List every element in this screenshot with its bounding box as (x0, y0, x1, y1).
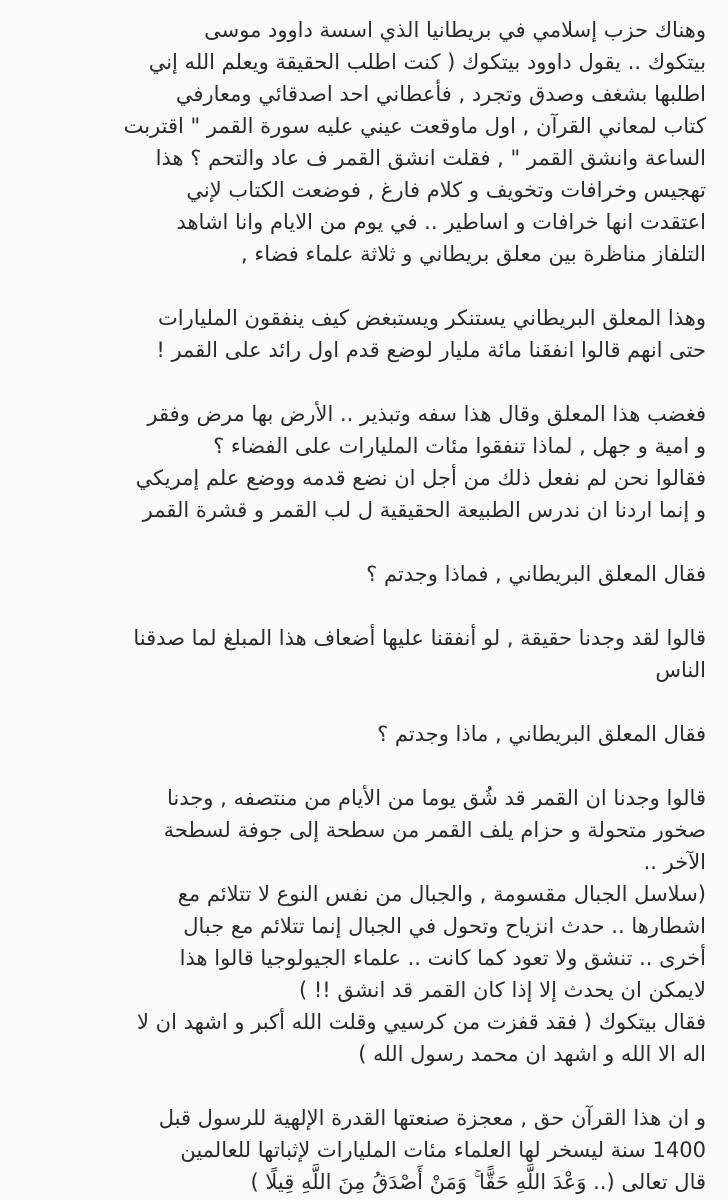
text-line: فقال المعلق البريطاني , ماذا وجدتم ؟ (377, 722, 706, 746)
text-line: اله الا الله و اشهد ان محمد رسول الله ) (358, 1042, 706, 1066)
text-line: الناس (655, 658, 706, 682)
text-line: كتاب لمعاني القرآن , اول ماوقعت عيني عليه سورة القمر " اقتربت (123, 114, 706, 138)
text-line: تهجيس وخرافات وتخويف و كلام فارغ , فوضعت الكتاب لإني (186, 178, 706, 202)
text-line: صخور متحولة و حزام يلف القمر من سطحة إلى جوفة لسطحة (163, 818, 706, 842)
text-line: حتى انهم قالوا انفقنا مائة مليار لوضع قدم اول رائد على القمر ! (156, 338, 706, 362)
paragraph-gap (18, 750, 706, 782)
text-line: فغضب هذا المعلق وقال هذا سفه وتبذير .. الأرض بها مرض وفقر (147, 402, 706, 426)
paragraph-gap (18, 366, 706, 398)
text-line: (سلاسل الجبال مقسومة , والجبال من نفس النوع لا تتلائم مع (177, 882, 706, 906)
text-line: و امية و جهل , لماذا تنفقوا مئات المليارات على الفضاء ؟ (213, 434, 706, 458)
text-line: فقال بيتكوك ( فقد قفزت من كرسيي وقلت الله أكبر و اشهد ان لا (137, 1010, 706, 1034)
paragraph (18, 782, 706, 1070)
paragraph (18, 718, 706, 750)
text-line: اشطارها .. حدث انزياح وتحول في الجبال إنما تتلائم مع جبال (183, 914, 706, 938)
text-line: بيتكوك .. يقول داوود بيتكوك ( كنت اطلب الحقيقة ويعلم الله إني (148, 50, 706, 74)
text-line: اعتقدت انها خرافات و اساطير .. في يوم من الايام وانا اشاهد (176, 210, 706, 234)
paragraph (18, 1102, 706, 1198)
paragraph (18, 302, 706, 366)
text-line: فقال المعلق البريطاني , فماذا وجدتم ؟ (366, 562, 706, 586)
paragraph (18, 622, 706, 686)
paragraph-gap (18, 590, 706, 622)
text-line: 1400 سنة ليسخر لها العلماء مئات المليارات لإثباتها للعالمين (180, 1138, 706, 1162)
text-line: قال تعالى (.. وَعْدَ اللَّهِ حَقًّا ۚ وَمَنْ أَصْدَقُ مِنَ اللَّهِ قِيلًا ) (250, 1170, 706, 1194)
text-line: الآخر .. (643, 850, 706, 874)
paragraph-gap (18, 526, 706, 558)
paragraph-gap (18, 1070, 706, 1102)
text-line: قالوا لقد وجدنا حقيقة , لو أنفقنا عليها أضعاف هذا المبلغ لما صدقنا (133, 626, 706, 650)
text-line: لايمكن ان يحدث إلا إذا كان القمر قد انشق !! ) (299, 978, 706, 1002)
text-line: اطلبها بشغف وصدق وتجرد , فأعطاني احد اصدقائي ومعارفي (175, 82, 706, 106)
text-line: و ان هذا القرآن حق , معجزة صنعتها القدرة الإلهية للرسول قبل (158, 1106, 706, 1130)
text-line: الساعة وانشق القمر " , فقلت انشق القمر ف عاد والتحم ؟ هذا (155, 146, 706, 170)
paragraph (18, 398, 706, 526)
text-line: وهذا المعلق البريطاني يستنكر ويستبغض كيف ينفقون المليارات (157, 306, 706, 330)
paragraph (18, 14, 706, 270)
text-line: التلفاز مناظرة بين معلق بريطاني و ثلاثة علماء فضاء , (240, 242, 706, 266)
paragraph (18, 558, 706, 590)
paragraph-gap (18, 686, 706, 718)
text-line: وهناك حزب إسلامي في بريطانيا الذي اسسة داوود موسى (204, 18, 706, 42)
text-line: فقالوا نحن لم نفعل ذلك من أجل ان نضع قدمه ووضع علم إمريكي (135, 466, 706, 490)
text-line: أخرى .. تنشق ولا تعود كما كانت .. علماء الجيولوجيا قالوا هذا (179, 946, 706, 970)
paragraph-gap (18, 270, 706, 302)
text-line: قالوا وجدنا ان القمر قد شُق يوما من الأيام من منتصفه , وجدنا (167, 786, 706, 810)
text-line: و إنما اردنا ان ندرس الطبيعة الحقيقية ل لب القمر و قشرة القمر (142, 498, 706, 522)
